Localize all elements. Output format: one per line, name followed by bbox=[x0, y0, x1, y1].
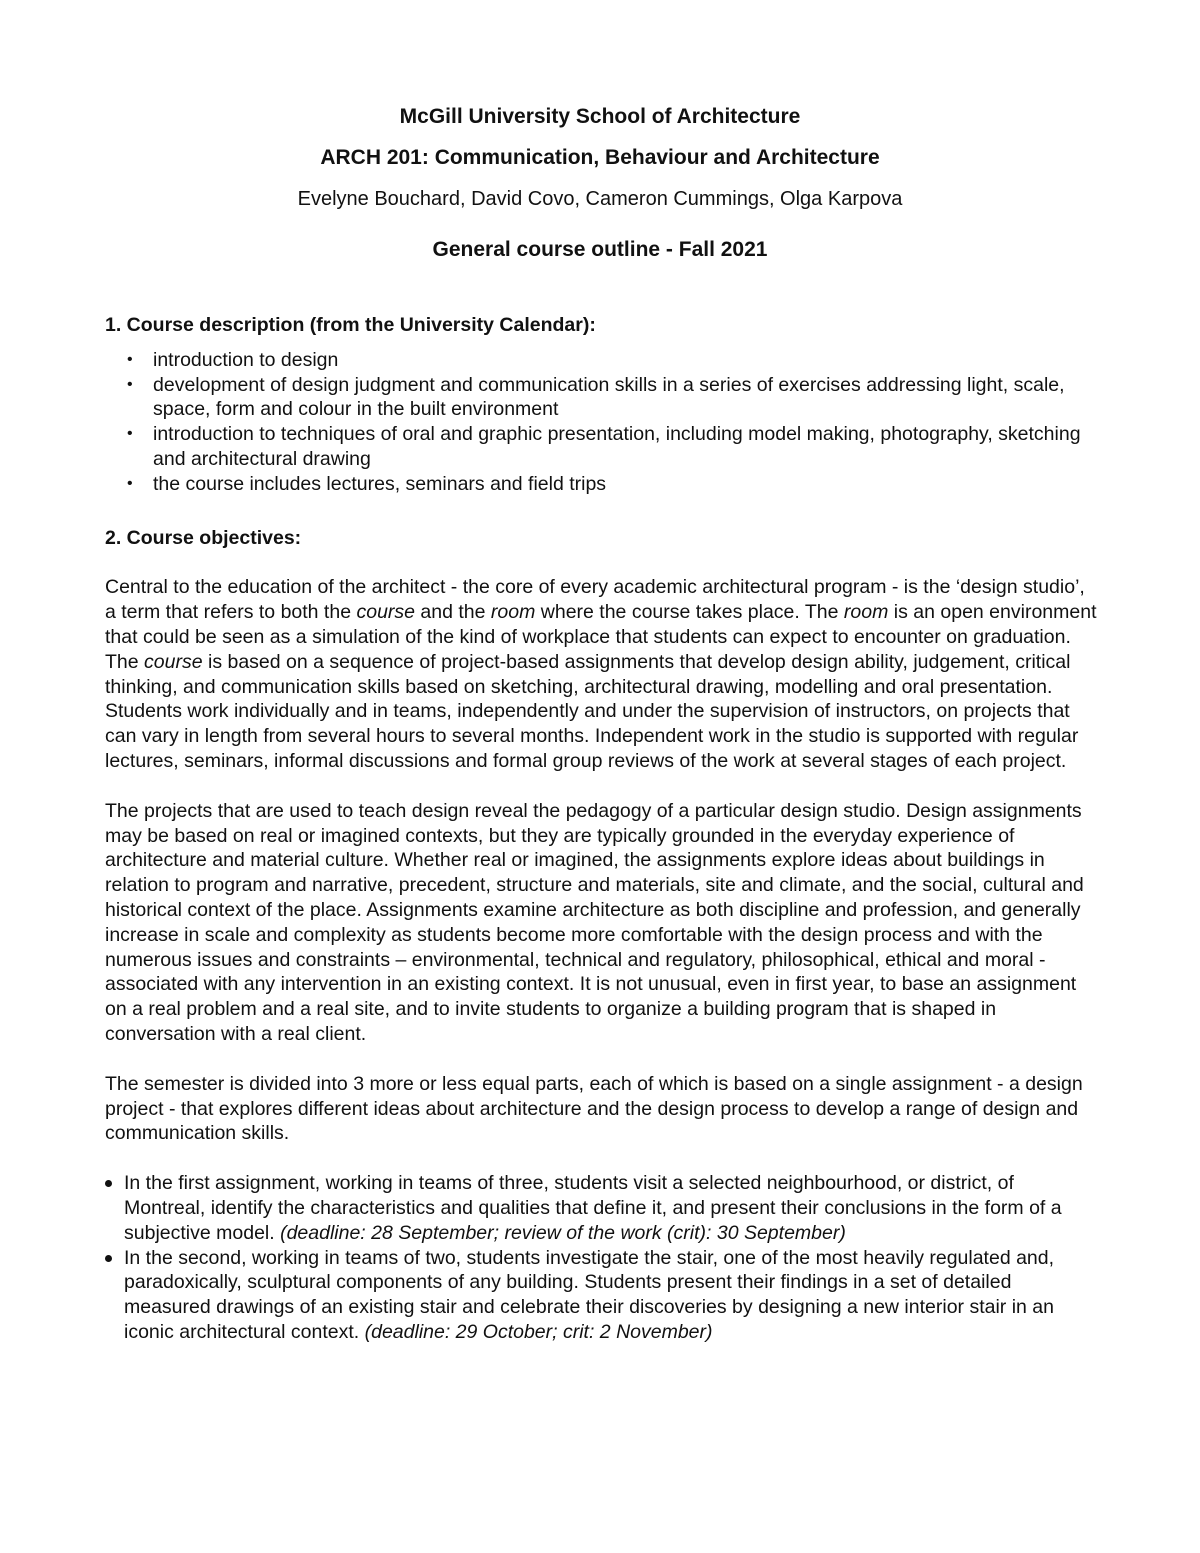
assignment-deadline: (deadline: 28 September; review of the work (crit): 30 September) bbox=[280, 1221, 846, 1244]
description-item bbox=[127, 472, 1097, 497]
section-2-heading: 2. Course objectives: bbox=[105, 526, 302, 549]
assignments-list bbox=[105, 1171, 1097, 1345]
bullet-icon: • bbox=[127, 375, 133, 393]
italic-term: room bbox=[490, 601, 536, 624]
description-text: introduction to design bbox=[153, 348, 339, 371]
assignment-item bbox=[124, 1246, 1097, 1345]
text-run: where the course takes place. The bbox=[535, 601, 844, 624]
outline-title: General course outline - Fall 2021 bbox=[432, 238, 768, 261]
bullet-icon bbox=[105, 1180, 112, 1187]
objectives-paragraph-1 bbox=[105, 575, 1097, 773]
description-text: the course includes lectures, seminars and field trips bbox=[153, 472, 607, 495]
objectives-paragraph-2: The projects that are used to teach design reveal the pedagogy of a particular design studio. Design assignments may be based on real or imagined contexts, but they are typically grounded in the everyday experience of architecture and material culture. Whether real or imagined, the assignments explore ideas about buildings in relation to program and narrative, precedent, structure and materials, site and climate, and the social, cultural and historical context of the place. Assignments examine architecture as both discipline and profession, and generally increase in scale and complexity as students become more comfortable with the design process and with the numerous issues and constraints – environmental, technical and regulatory, philosophical, ethical and moral - associated with any intervention in an existing context. It is not unusual, even in first year, to base an assignment on a real problem and a real site, and to invite students to organize a building program that is shaped in conversation with a real client. bbox=[105, 799, 1084, 1045]
italic-term: course bbox=[144, 650, 203, 673]
bullet-icon: • bbox=[127, 474, 133, 492]
assignment-item bbox=[124, 1171, 1097, 1245]
assignment-text: In the second, working in teams of two, students investigate the stair, one of the most heavily regulated and, paradoxically, sculptural components of any building. Students present their findings in a set of detailed measured drawings of an existing stair and celebrate their discoveries by designing a new interior stair in an iconic architectural context. bbox=[124, 1246, 1055, 1343]
instructors-line: Evelyne Bouchard, David Covo, Cameron Cummings, Olga Karpova bbox=[297, 188, 903, 210]
document-body bbox=[105, 313, 1097, 1345]
description-item bbox=[127, 348, 1097, 373]
objectives-paragraph-3: The semester is divided into 3 more or less equal parts, each of which is based on a single assignment - a design project - that explores different ideas about architecture and the design process to develop a range of design and communication skills. bbox=[105, 1072, 1083, 1145]
description-item bbox=[127, 422, 1097, 472]
school-title: McGill University School of Architecture bbox=[399, 105, 801, 128]
course-description-list bbox=[105, 348, 1097, 497]
text-run: and the bbox=[415, 601, 491, 624]
description-text: development of design judgment and communication skills in a series of exercises addressing light, scale, space, form and colour in the built environment bbox=[153, 373, 1065, 421]
text-run: Central to the education of the architect - the core of every academic architectural program - is the ‘design studio’, a term that refers to both the bbox=[105, 576, 1085, 624]
assignment-deadline: (deadline: 29 October; crit: 2 November) bbox=[364, 1320, 713, 1343]
bullet-icon: • bbox=[127, 425, 133, 443]
section-1-heading: 1. Course description (from the University Calendar): bbox=[105, 314, 596, 336]
assignment-text: In the first assignment, working in teams of three, students visit a selected neighbourhood, or district, of Montreal, identify the characteristics and qualities that define it, and present their conclusions in the form of a subjective model. bbox=[124, 1172, 1062, 1244]
italic-term: course bbox=[356, 601, 415, 624]
description-text: introduction to techniques of oral and graphic presentation, including model making, photography, sketching and architectural drawing bbox=[153, 423, 1081, 470]
bullet-icon bbox=[105, 1255, 112, 1262]
bullet-icon: • bbox=[127, 350, 133, 368]
course-title: ARCH 201: Communication, Behaviour and Architecture bbox=[320, 146, 880, 169]
description-item bbox=[127, 373, 1097, 423]
italic-term: room bbox=[843, 601, 889, 624]
text-run: is based on a sequence of project-based assignments that develop design ability, judgement, critical thinking, and communication skills based on sketching, architectural drawing, modelling and oral presentation. Students work individually and in teams, independently and under the supervision of instructors, on projects that can vary in length from several hours to several months. Independent work in the studio is supported with regular lectures, seminars, informal discussions and formal group reviews of the work at several stages of each project. bbox=[105, 650, 1079, 772]
text-run: is an open environment that could be seen as a simulation of the kind of workplace that students can expect to encounter on graduation. The bbox=[105, 601, 1097, 673]
